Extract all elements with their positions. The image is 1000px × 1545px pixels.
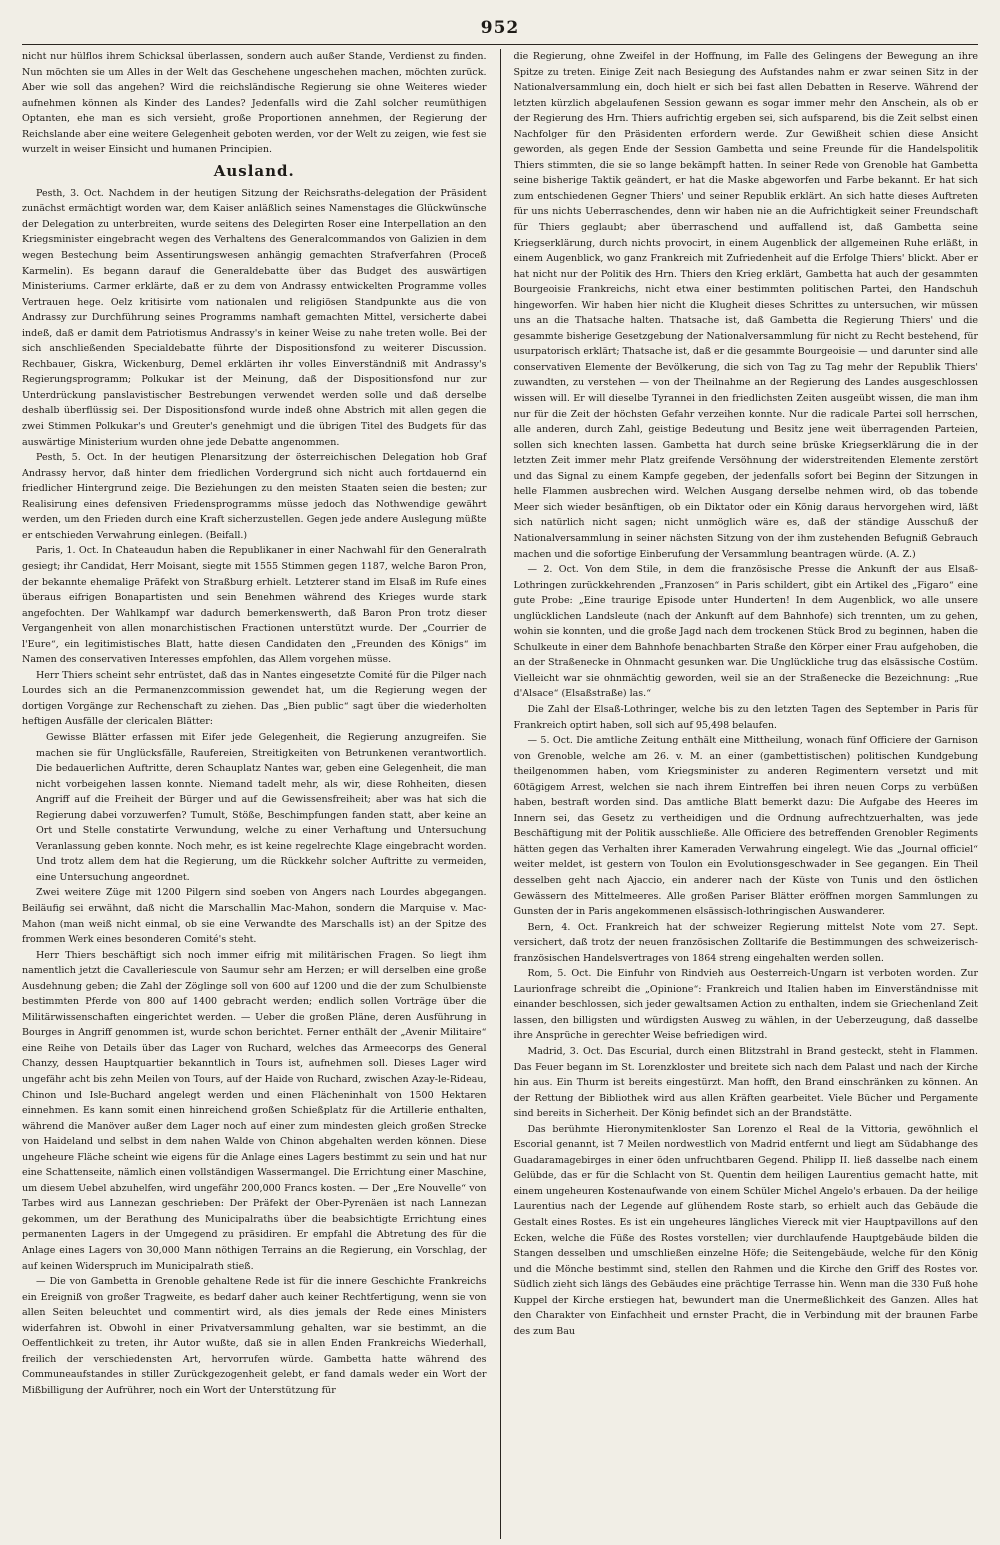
article-paragraph: — Die von Gambetta in Grenoble gehaltene Rede ist für die innere Geschichte Frankreichs ein Ereigniß von großer Tragweite, es bedarf daher auch keiner Rechtfertigung, wenn sie von allen Seiten beleuchtet und commentirt wird, als dies jemals der Rede eines Ministers widerfahren ist. Obwohl in einer Privatversammlung gehalten, war sie bestimmt, an die Oeffentlichkeit zu treten, ihr Autor wußte, daß sie in allen Enden Frankreichs Wiederhall, freilich der verschiedensten Art, hervorrufen würde. Gambetta hatte während des Communeaufstandes in stiller Zurückgezogenheit gelebt, er fand damals weder ein Wort der Mißbilligung der Aufrührer, noch ein Wort der Unterstützung für (22, 1276, 487, 1396)
article-paragraph: Pesth, 5. Oct. In der heutigen Plenarsitzung der österreichischen Delegation hob Graf Andrassy hervor, daß hinter dem friedlichen Vordergrund sich nicht auch fortdauernd ein friedlicher Hintergrund zeige. Die Beziehungen zu den meisten Staaten seien die besten; zur Realisirung eines defensiven Friedensprogramms müsse jedoch das Nothwendige gewährt werden, um den Frieden durch eine Kraft sicherzustellen. Gegen jede andere Auslegung müßte er entschieden Verwahrung einlegen. (Beifall.) (22, 452, 487, 541)
article-paragraph: Bern, 4. Oct. Frankreich hat der schweizer Regierung mittelst Note vom 27. Sept. versichert, daß trotz der neuen französischen Zolltarife die Bestimmungen des schweizerisch-französischen Handelsvertrages von 1864 streng eingehalten werden sollen. (513, 921, 979, 964)
section-heading: Ausland. (213, 161, 295, 180)
article-paragraph: Herr Thiers beschäftigt sich noch immer eifrig mit militärischen Fragen. So liegt ihm namentlich jetzt die Cavalleriescule von Saumur sehr am Herzen; er will derselben eine große Ausdehnung geben; die Zahl der Zöglinge soll von 600 auf 1200 und die der zum Schulbienste bestimmten Pferde von 800 auf 1400 gebracht werden; endlich sollen Vorträge über die Militärwissenschaften eingerichtet werden. — Ueber die großen Pläne, deren Ausführung in Bourges in Angriff genommen ist, wurde schon berichtet. Ferner enthält der „Avenir Militaire“ eine Reihe von Details über das Lager von Ruchard, welches das Armeecorps des General Chanzy, dessen Hauptquartier bekanntlich in Tours ist, aufnehmen soll. Dieses Lager wird ungefähr acht bis zehn Meilen von Tours, auf der Haide von Ruchard, zwischen Azay-le-Rideau, Chinon und Isle-Buchard angelegt werden und einen Flächeninhalt von 1500 Hektaren einnehmen. Es kann somit einen hinreichend großen Schießplatz für die Artillerie enthalten, während die Manöver außer dem Lager noch auf einer zum mindesten gleich großen Strecke von Haideland und selbst in dem nahen Walde von Chinon abgehalten werden können. Diese ungeheure Fläche scheint wie eigens für die Anlage eines Lagers bestimmt zu sein und hat nur eine Schattenseite, nämlich einen vollständigen Wassermangel. Die Errichtung einer Maschine, um diesem Uebel abzuhelfen, wird ungefähr 200,000 Francs kosten. — Der „Ere Nouvelle“ von Tarbes wird aus Lannezan geschrieben: Der Präfekt der Ober-Pyrenäen ist nach Lannezan gekommen, um der Berathung des Municipalraths über die beabsichtigte Errichtung eines permanenten Lagers in der Umgegend zu präsidiren. Er empfahl die Abtretung des für die Anlage eines Lagers von 30,000 Mann nöthigen Terrains an die Regierung, ein Vorschlag, der auf keinen Widerspruch im Municipalrath stieß. (22, 949, 487, 1272)
left-column (22, 49, 487, 1539)
column-divider (500, 49, 501, 1539)
article-paragraph: — 2. Oct. Von dem Stile, in dem die französische Presse die Ankunft der aus Elsaß-Lothringen zurückkehrenden „Franzosen“ in Paris schildert, gibt ein Artikel des „Figaro“ eine gute Probe: „Eine traurige Episode unter Hunderten! In dem Augenblick, wo alle unsere unglücklichen Landsleute (nach der Ankunft auf dem Bahnhofe) sich trennten, um zu gehen, wohin sie konnten, und die große Jagd nach dem trockenen Stück Brod zu beginnen, haben die Schulkeute in einer dem Bahnhofe benachbarten Straße den Körper einer Frau aufgehoben, die an der Straßenecke in Ohnmacht gesunken war. Die Unglückliche trug das elsässische Costüm. Vielleicht war sie ohnmächtig geworden, weil sie an der Straßenecke die Bezeichnung: „Rue d'Alsace“ (Elsaßstraße) las.“ (513, 564, 979, 700)
article-paragraph: Herr Thiers scheint sehr entrüstet, daß das in Nantes eingesetzte Comité für die Pilger nach Lourdes sich an die Permanenzcommission gewendet hat, um die Regierung wegen der dortigen Vorgänge zur Rechenschaft zu ziehen. Das „Bien public“ sagt über die wiederholten heftigen Ausfälle der clericalen Blätter: (22, 669, 487, 728)
quote-paragraph: Gewisse Blätter erfassen mit Eifer jede Gelegenheit, die Regierung anzugreifen. Sie machen sie für Unglücksfälle, Raufereien, Streitigkeiten von Betrunkenen verantwortlich. Die bedauerlichen Auftritte, deren Schauplatz Nantes war, geben eine Gelegenheit, die man nicht vorbeigehen lassen konnte. Niemand tadelt mehr, als wir, diese Rohheiten, diesen Angriff auf die Freiheit der Bürger und auf die Gewissensfreiheit; aber was hat sich die Regierung dabei vorzuwerfen? Tumult, Stöße, Beschimpfungen fanden statt, aber keine an Ort und Stelle constatirte Verwundung, welche zu einer Verhaftung und Untersuchung Veranlassung geben konnte. Noch mehr, es ist keine regelrechte Klage eingebracht worden. Und trotz allem dem hat die Regierung, um die Rückkehr solcher Auftritte zu vermeiden, eine Untersuchung angeordnet. (36, 731, 487, 883)
article-paragraph: nicht nur hülflos ihrem Schicksal überlassen, sondern auch außer Stande, Verdienst zu finden. Nun möchten sie um Alles in der Welt das Geschehene ungeschehen machen, möchten zurück. Aber wie soll das angehen? Wird die reichsländische Regierung sie ohne Weiteres wieder aufnehmen können als Kinder des Landes? Jedenfalls wird die Zahl solcher reumüthigen Optanten, ehe man es sich versieht, große Proportionen annehmen, der Regierung der Reichslande aber eine weitere Gelegenheit geboten werden, vor der Welt zu zeigen, wie fest sie wurzelt in weiser Einsicht und humanen Principien. (22, 51, 487, 156)
article-paragraph: — 5. Oct. Die amtliche Zeitung enthält eine Mittheilung, wonach fünf Officiere der Garnison von Grenoble, welche am 26. v. M. an einer (gambettistischen) politischen Kundgebung theilgenommen haben, vom Kriegsminister zu anderen Regimentern versetzt und mit 60tägigem Arrest, welchen sie nach ihrem Eintreffen bei ihren neuen Corps zu verbüßen haben, bestraft worden sind. Das amtliche Blatt bemerkt dazu: Die Aufgabe des Heeres im Innern sei, das Gesetz zu vertheidigen und die Ordnung aufrechtzuerhalten, was jede Beschäftigung mit der Politik ausschließe. Alle Officiere des betreffenden Grenobler Regiments hätten gegen das Verhalten ihrer Kameraden Verwahrung eingelegt. Wie das „Journal officiel“ weiter meldet, ist gestern von Toulon ein Evolutionsgeschwader in See gegangen. Ein Theil desselben geht nach Ajaccio, ein anderer nach der Küste von Tunis und den östlichen Gewässern des Mittelmeeres. Alle großen Pariser Blätter eröffnen morgen Sammlungen zu Gunsten der in Paris angekommenen elsässisch-lothringischen Auswanderer. (513, 735, 979, 918)
article-paragraph: Zwei weitere Züge mit 1200 Pilgern sind soeben von Angers nach Lourdes abgegangen. Beiläufig sei erwähnt, daß nicht die Marschallin Mac-Mahon, sondern die Marquise v. Mac-Mahon (man weiß nicht einmal, ob sie eine Verwandte des Marschalls ist) an der Spitze des frommen Werk eines besonderen Comité's steht. (22, 887, 487, 946)
article-paragraph: die Regierung, ohne Zweifel in der Hoffnung, im Falle des Gelingens der Bewegung an ihre Spitze zu treten. Einige Zeit nach Besiegung des Aufstandes nahm er zwar seinen Sitz in der Nationalversammlung ein, doch hielt er sich bei fast allen Debatten in Reserve. Während der letzten kürzlich abgelaufenen Session gewann es sogar immer mehr den Anschein, als ob er der Regierung des Hrn. Thiers aufrichtig ergeben sei, sich aufsparend, bis die Zeit selbst einen Nachfolger für den Präsidenten erfordern werde. Zur Gewißheit schien diese Ansicht geworden, als gegen Ende der Session Gambetta und seine Freunde für die Handelspolitik Thiers stimmten, die sie so lange bekämpft hatten. In seiner Rede von Grenoble hat Gambetta seine bisherige Taktik geändert, er hat die Maske abgeworfen und Farbe bekannt. Er hat sich zum entschiedenen Gegner Thiers' und seiner Republik erklärt. An sich hatte dieses Auftreten für uns nichts Ueberraschendes, denn wir haben nie an die Aufrichtigkeit seiner Freundschaft für Thiers geglaubt; aber überraschend und auffallend ist, daß Gambetta seine Kriegserklärung, durch nichts provocirt, in einem Augenblick der allgemeinen Ruhe erläßt, in einem Augenblick, wo ganz Frankreich mit Zufriedenheit auf die Erfolge Thiers' blickt. Aber er hat nicht nur der Politik des Hrn. Thiers den Krieg erklärt, Gambetta hat auch der gesammten Bourgeoisie Frankreichs, nicht etwa einer bestimmten politischen Partei, den Handschuh hingeworfen. Wir haben hier nicht die Klugheit dieses Schrittes zu untersuchen, wir müssen uns an die Thatsache halten. Thatsache ist, daß Gambetta die Regierung Thiers' und die gesammte bisherige Gesetzgebung der Nationalversammlung für nicht zu Recht bestehend, für usurpatorisch erklärt; Thatsache ist, daß er die gesammte Bourgeoisie — und darunter sind alle conservativen Elemente der Bevölkerung, die sich von Tag zu Tag mehr der Republik Thiers' zuwandten, zu verstehen — von der Theilnahme an der Regierung des Landes ausgeschlossen wissen will. Er will dieselbe Tyrannei in den friedlichsten Zeiten ausgeübt wissen, die man ihm nur für die Zeit der höchsten Gefahr verzeihen konnte. Nur die radicale Partei soll herrschen, alle anderen, durch Zahl, geistige Bedeutung und Besitz jene weit überragenden Parteien, sollen sich knechten lassen. Gambetta hat durch seine brüske Kriegserklärung die in der letzten Zeit immer mehr Platz greifende Versöhnung der widerstreitenden Elemente zerstört und das Signal zu einem Kampfe gegeben, der jedenfalls sofort bei Beginn der Sitzungen in helle Flammen ausbrechen wird. Welchen Ausgang derselbe nehmen wird, ob das tobende Meer sich wieder besänftigen, ob ein Diktator oder ein König daraus hervorgehen wird, läßt sich natürlich nicht sagen; nicht unmöglich wäre es, daß der ständige Ausschuß der Nationalversammlung in seiner nächsten Sitzung von der ihm zustehenden Befugniß Gebrauch machen und die sofortige Einberufung der Versammlung beantragen würde. (A. Z.) (513, 51, 979, 560)
article-paragraph: Rom, 5. Oct. Die Einfuhr von Rindvieh aus Oesterreich-Ungarn ist verboten worden. Zur Laurionfrage schreibt die „Opinione“: Frankreich und Italien haben im Einverständnisse mit einander beschlossen, sich jeder gewaltsamen Action zu enthalten, indem sie Griechenland Zeit lassen, den billigsten und würdigsten Ausweg zu wählen, in der Ueberzeugung, daß dasselbe ihre Ansprüche in gerechter Weise befriedigen wird. (513, 968, 979, 1042)
article-paragraph: Paris, 1. Oct. In Chateaudun haben die Republikaner in einer Nachwahl für den Generalrath gesiegt; ihr Candidat, Herr Moisant, siegte mit 1555 Stimmen gegen 1187, welche Baron Pron, der bekannte ehemalige Präfekt von Straßburg erhielt. Letzterer stand im Elsaß im Rufe eines überaus eifrigen Bonapartisten und sein Benehmen während des Krieges wurde stark angefochten. Der Wahlkampf war dadurch bemerkenswerth, daß Baron Pron trotz dieser Vergangenheit von allen monarchistischen Fractionen unterstützt wurde. Der „Courrier de l'Eure“, ein legitimistisches Blatt, hatte diesen Candidaten den „Freunden des Königs“ im Namen des conservativen Interesses empfohlen, das Allem vorgehen müsse. (22, 545, 487, 666)
right-column (514, 49, 979, 1539)
columns (22, 49, 978, 1539)
article-paragraph: Das berühmte Hieronymitenkloster San Lorenzo el Real de la Vittoria, gewöhnlich el Escorial genannt, ist 7 Meilen nordwestlich von Madrid entfernt und liegt am Südabhange des Guadaramagebirges in einer öden unfruchtbaren Gegend. Philipp II. ließ dasselbe nach einem Gelübde, das er für die Schlacht von St. Quentin dem heiligen Laurentius gemacht hatte, mit einem ungeheuren Kostenaufwande von einem Schüler Michel Angelo's erbauen. Da der heilige Laurentius nach der Legende auf glühendem Roste starb, so erhielt auch das Gebäude die Gestalt eines Rostes. Es ist ein ungeheures längliches Viereck mit vier Hauptpavillons auf den Ecken, welche die Füße des Rostes vorstellen; vier durchlaufende Hauptgebäude bilden die Stangen desselben und umschließen einzelne Höfe; die Seitengebäude, welche für den König und die Mönche bestimmt sind, stellen den Rahmen und die Kirche den Griff des Rostes vor. Südlich zieht sich längs des Gebäudes eine prächtige Terrasse hin. Wenn man die 330 Fuß hohe Kuppel der Kirche erstiegen hat, bewundert man die Unermeßlichkeit des Ganzen. Alles hat den Charakter von Einfachheit und ernster Pracht, die in Verbindung mit der braunen Farbe des zum Bau (513, 1123, 979, 1337)
quoted-passage (36, 730, 487, 885)
header-rule (22, 44, 978, 45)
article-paragraph: Die Zahl der Elsaß-Lothringer, welche bis zu den letzten Tagen des September in Paris für Frankreich optirt haben, soll sich auf 95,498 belaufen. (513, 703, 979, 731)
page-number: 952 (480, 18, 520, 38)
article-paragraph: Pesth, 3. Oct. Nachdem in der heutigen Sitzung der Reichsraths-delegation der Präsident zunächst ermächtigt worden war, dem Kaiser anläßlich seines Namenstages die Glückwünsche der Delegation zu unterbreiten, wurde seitens des Delegirten Roser eine Interpellation an den Kriegsminister eingebracht wegen des Verhaltens des Generalcommandos von Galizien in dem wegen Bestechung beim Assentirungswesen anhängig gemachten Strafverfahren (Proceß Karmelin). Es begann darauf die Generaldebatte über das Budget des auswärtigen Ministeriums. Carmer erklärte, daß er zu dem von Andrassy entwickelten Programme volles Vertrauen hege. Oelz kritisirte vom nationalen und religiösen Standpunkte aus die von Andrassy zur Durchführung seines Programms namhaft gemachten Mittel, versicherte dabei indeß, daß er damit dem Patriotismus Andrassy's in keiner Weise zu nahe treten wolle. Bei der sich anschließenden Specialdebatte führte der Dispositionsfond zu weiterer Discussion. Rechbauer, Giskra, Wickenburg, Demel erklärten ihr volles Einverständniß mit Andrassy's Regierungsprogramm; Polkukar ist der Meinung, daß der Dispositionsfond nur zur Unterdrückung panslavistischer Bestrebungen verwendet werden solle und daß derselbe deshalb überflüssig sei. Der Dispositionsfond wurde indeß ohne Abstrich mit allen gegen die zwei Stimmen Polkukar's und Greuter's genehmigt und die übrigen Titel des Budgets für das auswärtige Ministerium wurden ohne jede Debatte angenommen. (22, 187, 487, 448)
article-paragraph: Madrid, 3. Oct. Das Escurial, durch einen Blitzstrahl in Brand gesteckt, steht in Flammen. Das Feuer begann im St. Lorenzkloster und breitete sich nach dem Palast und nach der Kirche hin aus. Ein Thurm ist bereits eingestürzt. Man hofft, den Brand einschränken zu können. An der Rettung der Bibliothek wird aus allen Kräften gearbeitet. Viele Bücher und Pergamente sind bereits in Sicherheit. Der König befindet sich an der Brandstätte. (513, 1046, 979, 1120)
